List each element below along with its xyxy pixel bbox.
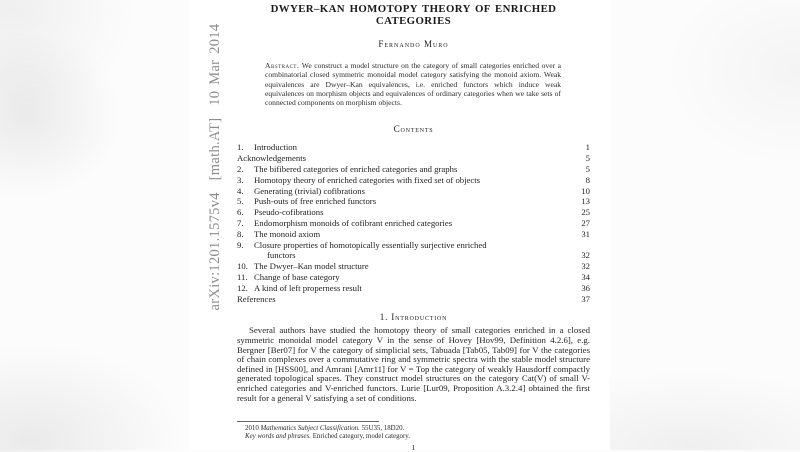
toc-entry-label: Generating (trivial) cofibrations [254, 185, 365, 196]
toc-entry-section6 [237, 207, 590, 218]
toc-entry-label: Acknowledgements [237, 153, 306, 164]
toc-entry-page: 5 [585, 153, 590, 164]
abstract-label: Abstract. [265, 61, 300, 70]
arxiv-stamp: arXiv:1201.1575v4 [math.AT] 10 Mar 2014 [207, 23, 223, 311]
abstract-text: We construct a model structure on the category of small categories enriched over a combinatorial closed symmetric monoidal model category satisfying the monoid axiom. Weak equivalences are Dwyer–Kan equivalences, i.e. enriched functors which induce weak equivalences on morphism objects and equivalences of ordinary categories when we take sets of connected components on morphism objects. [265, 61, 562, 108]
toc-entry-label: The monoid axiom [254, 228, 321, 239]
toc-entry-section5 [237, 196, 590, 207]
paper-title-line2: CATEGORIES [375, 15, 452, 27]
toc-entry-label: functors [267, 250, 296, 261]
toc-entry-page: 32 [581, 261, 590, 272]
toc-entry-page [584, 240, 590, 251]
toc-entry-number: 6. [237, 207, 244, 218]
toc-entry-label: Endomorphism monoids of cofibrant enriched categories [254, 218, 453, 229]
toc-entry-page: 37 [581, 293, 590, 304]
toc-entry-number: 2. [237, 164, 244, 175]
toc-entry-section11 [237, 272, 590, 283]
toc-entry-label: A kind of left properness result [254, 282, 362, 293]
author-name: Fernando Muro [378, 39, 449, 49]
paper-page [190, 0, 610, 450]
toc-entry-label: References [237, 293, 276, 304]
toc-entry-label: The bifibered categories of enriched categories and graphs [254, 164, 458, 175]
paper-content [237, 0, 590, 403]
toc-entry-number: 12. [237, 282, 248, 293]
toc-entry-section12 [237, 283, 590, 294]
paper-title-line1: DWYER–KAN HOMOTOPY THEORY OF ENRICHED [270, 3, 557, 15]
msc-label: Mathematics Subject Classification. [260, 425, 360, 432]
table-of-contents [237, 142, 590, 304]
toc-entry-number: 7. [237, 218, 244, 229]
toc-entry-introduction [237, 142, 590, 153]
toc-entry-number: 8. [237, 228, 244, 239]
toc-entry-page: 5 [585, 164, 590, 175]
toc-entry-page: 32 [581, 250, 590, 261]
toc-entry-number: 9. [237, 239, 244, 250]
toc-entry-number: 3. [237, 174, 244, 185]
toc-entry-label: Introduction [254, 142, 297, 153]
toc-entry-section10 [237, 261, 590, 272]
toc-entry-number: 11. [237, 272, 248, 283]
toc-entry-section2 [237, 164, 590, 175]
footnote-msc [237, 425, 590, 433]
toc-entry-references [237, 294, 590, 305]
toc-entry-page: 1 [585, 142, 590, 153]
paper-title [237, 3, 590, 27]
toc-entry-page: 10 [581, 185, 590, 196]
toc-entry-label: Pseudo-cofibrations [254, 207, 324, 218]
footnote-keywords [237, 433, 590, 441]
toc-entry-label: Homotopy theory of enriched categories with fixed set of objects [254, 174, 481, 185]
toc-entry-page: 8 [585, 174, 590, 185]
toc-entry-section7 [237, 218, 590, 229]
toc-entry-page: 31 [581, 228, 590, 239]
toc-entry-number: 4. [237, 185, 244, 196]
toc-entry-page: 13 [581, 196, 590, 207]
toc-entry-label: Change of base category [254, 272, 340, 283]
keywords-label: Key words and phrases. [245, 432, 311, 440]
footnote-rule [237, 421, 379, 422]
msc-value: 55U35, 18D20. [361, 425, 405, 432]
toc-entry-number: 1. [237, 142, 244, 153]
toc-entry-section4 [237, 186, 590, 197]
toc-entry-acknowledgements [237, 153, 590, 164]
toc-entry-section3 [237, 175, 590, 186]
page-number: 1 [411, 442, 416, 452]
toc-entry-page: 36 [581, 282, 590, 293]
toc-entry-number: 10. [237, 261, 248, 272]
toc-entry-label: Push-outs of free enriched functors [254, 196, 377, 207]
toc-entry-label: Closure properties of homotopically essentially surjective enriched [254, 239, 487, 250]
footnote-block [237, 421, 590, 452]
keywords-value: Enriched category, model category. [312, 432, 410, 440]
contents-heading: Contents [393, 124, 434, 135]
toc-entry-page: 27 [581, 218, 590, 229]
toc-entry-page: 34 [581, 272, 590, 283]
toc-entry-label: The Dwyer–Kan model structure [254, 261, 369, 272]
toc-entry-number: 5. [237, 196, 244, 207]
toc-entry-page: 25 [581, 207, 590, 218]
toc-entry-section9 [237, 240, 590, 251]
toc-entry-section9-continued [237, 250, 590, 261]
toc-entry-section8 [237, 229, 590, 240]
abstract [265, 61, 561, 107]
section-heading-introduction: 1. Introduction [379, 312, 448, 323]
msc-year: 2010 [245, 425, 259, 432]
introduction-paragraph: Several authors have studied the homotopy theory of small categories enriched in a closed symmetric monoidal model category V in the sense of Hovey [Hov99, Definition 4.2.6], e.g. Bergner [Ber07] for V the category of simplicial sets, Tabuada [Tab05, Tab09] for V the categories of chain complexes over a commutative ring and symmetric spectra with the stable model structure defined in [HSS00], and Amrani [Amr11] for V = Top the category of weakly Hausdorff compactly generated topological spaces. They construct model structures on the category Cat(V) of small V-enriched categories and V-enriched functors. Lurie [Lur09, Proposition A.3.2.4] obtained the first result for a general V satisfying a set of conditions. [237, 325, 590, 403]
